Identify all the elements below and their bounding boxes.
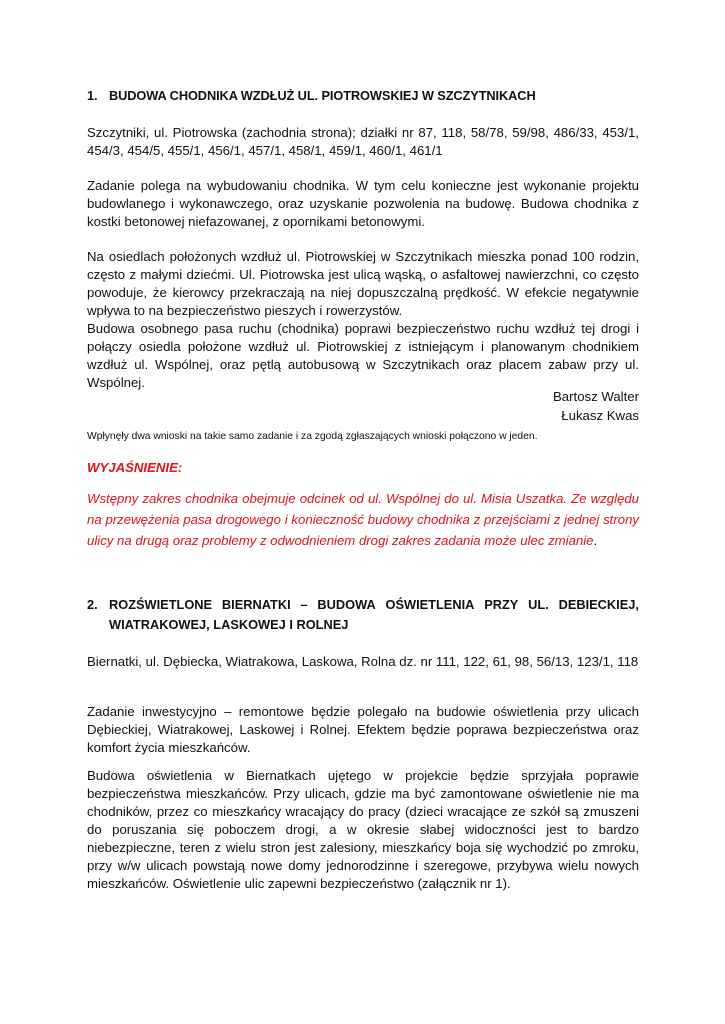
section-2-title-line-2: WIATRAKOWEJ, LASKOWEJ I ROLNEJ (109, 617, 349, 632)
title-word: BIERNATKI (221, 597, 291, 612)
section-1-description: Zadanie polega na wybudowaniu chodnika. W tym celu konieczne jest wykonanie projektu budowlanego i wykonawczego, oraz uzyskanie pozwolenia na budowę. Budowa chodnika z kostki betonowej niefazowanej, z opornikami betonowymi. (87, 178, 639, 229)
section-1-justification-1: Na osiedlach położonych wzdłuż ul. Piotrowskiej w Szczytnikach mieszka ponad 100 rodzin, często z małymi dziećmi. Ul. Piotrowska jest ulicą wąską, o asfaltowej nawierzchni, co często powoduje, że kierowcy przekraczają na niej dopuszczalną prędkość. W efekcie negatywnie wpływa to na bezpieczeństwo pieszych i rowerzystów. (87, 249, 639, 318)
section-1-title: BUDOWA CHODNIKA WZDŁUŻ UL. PIOTROWSKIEJ W SZCZYTNIKACH (109, 88, 536, 103)
section-1-number: 1. (87, 88, 98, 103)
merge-note: Wpłynęły dwa wnioski na takie samo zadanie i za zgodą zgłaszających wnioski połączono w jeden. (87, 431, 538, 442)
section-2-justification: Budowa oświetlenia w Biernatkach ujętego w projekcie będzie sprzyjała poprawie bezpieczeństwa mieszkańców. Przy ulicach, gdzie ma być zamontowane oświetlenie nie ma chodników, przez co mieszkańcy wracający do pracy (dzieci wracające ze szkół są zmuszeni do poruszania się poboczem drogi, a w okresie słabej widoczności jest to bardzo niebezpieczne, teren z wielu stron jest zalesiony, mieszkańcy boja się wychodzić po zmroku, przy w/w ulicach powstają nowe domy jednorodzinne i szeregowe, przybywa wielu nowych mieszkańców. Oświetlenie ulic zapewni bezpieczeństwo (załącznik nr 1). (87, 768, 639, 891)
section-2-location: Biernatki, ul. Dębiecka, Wiatrakowa, Laskowa, Rolna dz. nr 111, 122, 61, 98, 56/13, 123/1, 118 (87, 654, 639, 669)
section-1-justification-2: Budowa osobnego pasa ruchu (chodnika) poprawi bezpieczeństwo ruchu wzdłuż tej drogi i połączy osiedla położone wzdłuż ul. Piotrowskiej z istniejącym i planowanym chodnikiem wzdłuż ul. Wspólnej, oraz pętlą autobusową w Szczytnikach oraz placem zabaw przy ul. Wspólnej. (87, 321, 639, 390)
title-word: DEBIECKIEJ, (558, 597, 639, 612)
title-word: OŚWIETLENIA (385, 597, 475, 612)
explanation-label: WYJAŚNIENIE: (87, 460, 183, 475)
section-2-description: Zadanie inwestycyjno – remontowe będzie polegało na budowie oświetlenia przy ulicach Dębieckiej, Wiatrakowej, Laskowej i Rolnej. Efektem będzie poprawa bezpieczeństwa oraz komfort życia mieszkańców. (87, 704, 639, 755)
section-1-location: Szczytniki, ul. Piotrowska (zachodnia strona); działki nr 87, 118, 58/78, 59/98, 486/33, 453/1, 454/3, 454/5, 455/1, 456/1, 457/1, 458/1, 459/1, 460/1, 461/1 (87, 125, 639, 158)
title-word: UL. (528, 597, 549, 612)
explanation-text (87, 488, 639, 551)
author-1: Bartosz Walter (553, 389, 639, 404)
section-2-number: 2. (87, 597, 98, 612)
explanation-end: . (593, 533, 598, 548)
explanation-body: Wstępny zakres chodnika obejmuje odcinek od ul. Wspólnej do ul. Misia Uszatka. Ze względu na przewężenia pasa drogowego i konieczność budowy chodnika z przejściami z jednej strony ulicy na drugą oraz problemy z odwodnieniem drogi zakres zadania może ulec zmianie (87, 491, 639, 548)
title-word: BUDOWA (317, 597, 376, 612)
title-word: PRZY (484, 597, 519, 612)
title-word: ROZŚWIETLONE (109, 597, 213, 612)
section-1-heading (87, 87, 639, 105)
section-2-heading (87, 595, 639, 635)
author-2: Łukasz Kwas (561, 408, 639, 423)
title-word: – (300, 597, 308, 612)
section-2-title-line-1 (87, 595, 639, 615)
